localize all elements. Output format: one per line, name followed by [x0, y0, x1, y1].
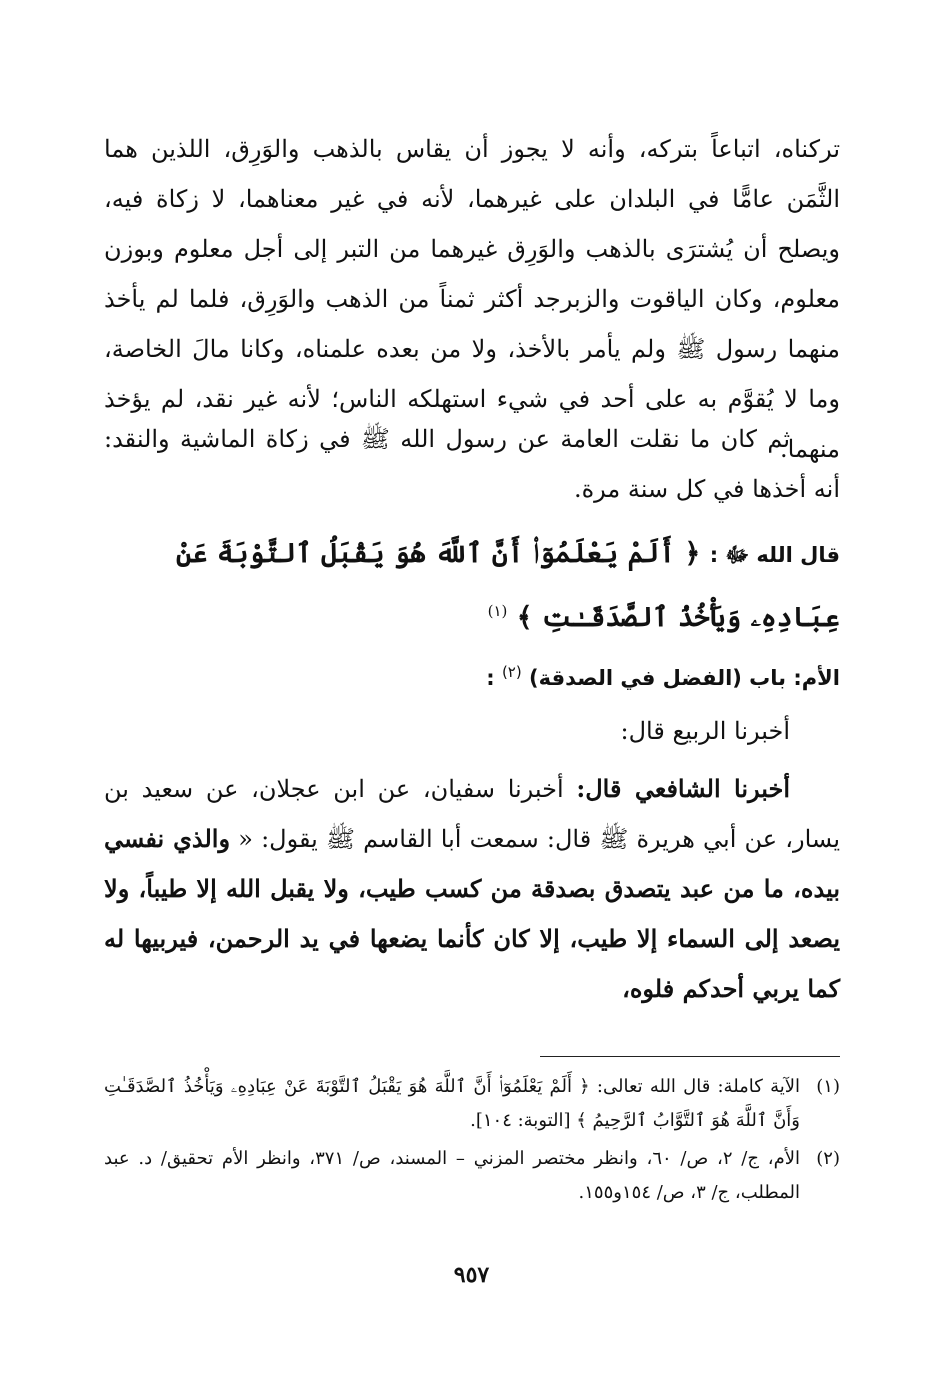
narration-intro: أخبرنا الربيع قال: [620, 717, 790, 745]
footnote-2 [104, 1142, 840, 1210]
footnote-text: الآية كاملة: قال الله تعالى: ﴿ أَلَمْ يَعْلَمُوٓا۟ أَنَّ ٱللَّهَ هُوَ يَقْبَلُ ٱلتَّوْبَةَ عَنْ عِبَادِهِۦ وَيَأْخُذُ ٱلصَّدَقَـٰتِ وَأَنَّ ٱللَّهَ هُوَ ٱلتَّوَّابُ ٱلرَّحِيمُ ﴾ [التوبة: ١٠٤]. [104, 1076, 800, 1131]
footnote-divider [540, 1056, 840, 1057]
footnotes [104, 1070, 840, 1214]
footnote-ref-2: (٢) [501, 663, 522, 681]
quran-verse [104, 526, 840, 646]
footnote-number: (٢) [816, 1148, 840, 1169]
footnote-number: (١) [816, 1076, 840, 1097]
section-heading [104, 652, 840, 698]
heading-text: الأم: باب (الفضل في الصدقة) [529, 666, 840, 690]
verse-text: ﴿ أَلَمْ يَعْلَمُوٓا۟ أَنَّ ٱللَّهَ هُوَ يَقْبَلُ ٱلتَّوْبَةَ عَنْ عِبَادِهِۦ وَيَأْخُذُ ٱلصَّدَقَـٰتِ ﴾ [175, 538, 840, 633]
hadith-paragraph [104, 764, 840, 1014]
heading-suffix: : [486, 666, 495, 690]
paragraph-text: تركناه، اتباعاً بتركه، وأنه لا يجوز أن يقاس بالذهب والوَرِق، اللذين هما الثَّمَن عامًّا في البلدان على غيرهما، لأنه في غير معناهما، لا زكاة فيه، ويصلح أن يُشترَى بالذهب والوَرِق غيرهما من التبر إلى أجل معلوم وبوزن معلوم، وكان الياقوت والزبرجد أكثر ثمناً من الذهب والوَرِق، فلما لم يأخذ منهما رسول ﷺ ولم يأمر بالأخذ، ولا من بعده علمناه، وكانا مالَ الخاصة، وما لا يُقوَّم به على أحد في شيء استهلكه الناس؛ لأنه غير نقد، لم يؤخذ منهما. [104, 135, 840, 463]
footnote-ref-1: (١) [487, 602, 508, 620]
body-paragraph-2 [104, 414, 840, 514]
footnote-text: الأم، ج/ ٢، ص/ ٦٠، وانظر مختصر المزني – المسند، ص/ ٣٧١، وانظر الأم تحقيق/ د. عبد المطلب، ج/ ٣، ص/ ١٥٤و١٥٥. [104, 1148, 800, 1203]
hadith-text: والذي نفسي بيده، ما من عبد يتصدق بصدقة من كسب طيب، ولا يقبل الله إلا طيباً، ولا يصعد إلى السماء إلا طيب، إلا كان كأنما يضعها في يد الرحمن، فيربيها له كما يربي أحدكم فلوه، [104, 824, 840, 1003]
verse-lead: قال الله ﷻ : [709, 543, 840, 567]
hadith-lead: أخبرنا الشافعي قال: [576, 774, 791, 803]
hadith-chain: أخبرنا سفيان، عن ابن عجلان، عن سعيد بن يسار، عن أبي هريرة ﷺ قال: سمعت أبا القاسم ﷺ يقول: « [104, 775, 841, 853]
footnote-1 [104, 1070, 840, 1138]
paragraph-text: ثم كان ما نقلت العامة عن رسول الله ﷺ في زكاة الماشية والنقد: أنه أخذها في كل سنة مرة. [104, 425, 840, 503]
page-number: ٩٥٧ [453, 1262, 490, 1288]
